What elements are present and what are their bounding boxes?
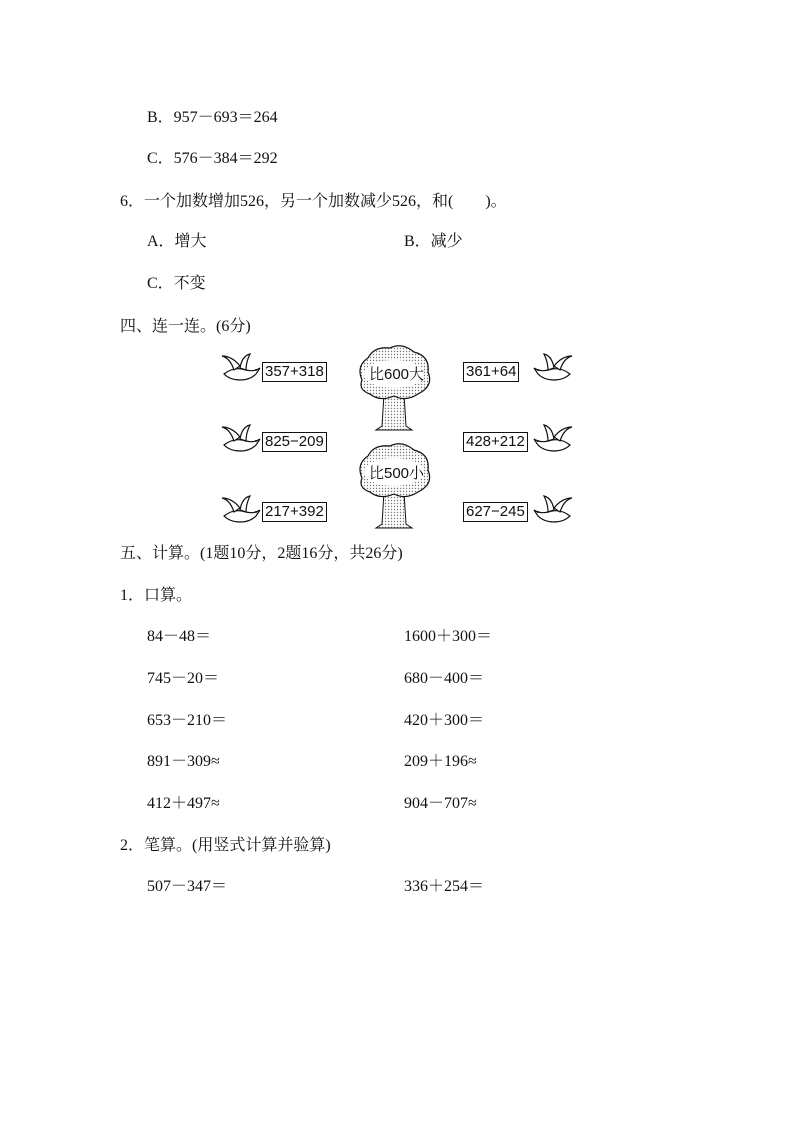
q6-option-b: B．减少 xyxy=(404,233,463,250)
q5-option-c: C．576－384＝292 xyxy=(147,150,278,167)
bird-icon xyxy=(220,423,264,459)
tree-label-greater-600: 比600大 xyxy=(369,366,425,383)
oral-problem: 653－210＝ xyxy=(147,712,228,729)
tree-icon xyxy=(354,344,434,432)
left-expression-1[interactable]: 357+318 xyxy=(262,362,327,382)
left-expression-2[interactable]: 825−209 xyxy=(262,432,327,452)
oral-problem: 420＋300＝ xyxy=(404,712,485,729)
oral-problem: 209＋196≈ xyxy=(404,753,477,770)
bird-icon xyxy=(220,494,264,530)
tree-label-less-500: 比500小 xyxy=(369,465,425,482)
written-problem: 336＋254＝ xyxy=(404,878,485,895)
q6-option-c: C．不变 xyxy=(147,275,206,292)
oral-problem: 1600＋300＝ xyxy=(404,628,493,645)
part2-title: 2．笔算。(用竖式计算并验算) xyxy=(120,837,331,854)
oral-problem: 412＋497≈ xyxy=(147,795,220,812)
written-problem: 507－347＝ xyxy=(147,878,228,895)
oral-problem: 745－20＝ xyxy=(147,670,220,687)
tree-icon xyxy=(354,442,434,530)
bird-icon xyxy=(220,352,264,388)
oral-problem: 84－48＝ xyxy=(147,628,212,645)
oral-problem: 904－707≈ xyxy=(404,795,477,812)
right-expression-2[interactable]: 428+212 xyxy=(463,432,528,452)
right-expression-1[interactable]: 361+64 xyxy=(463,362,519,382)
bird-icon xyxy=(530,352,574,388)
part1-title: 1．口算。 xyxy=(120,587,193,604)
oral-problem: 891－309≈ xyxy=(147,753,220,770)
q5-option-b: B．957－693＝264 xyxy=(147,109,278,126)
bird-icon xyxy=(530,423,574,459)
section4-title: 四、连一连。(6分) xyxy=(120,318,251,335)
bird-icon xyxy=(530,494,574,530)
oral-problem: 680－400＝ xyxy=(404,670,485,687)
q6-option-a: A．增大 xyxy=(147,233,207,250)
right-expression-3[interactable]: 627−245 xyxy=(463,502,528,522)
section5-title: 五、计算。(1题10分，2题16分，共26分) xyxy=(120,545,403,562)
q6-stem: 6．一个加数增加526，另一个加数减少526，和( )。 xyxy=(120,193,507,210)
left-expression-3[interactable]: 217+392 xyxy=(262,502,327,522)
